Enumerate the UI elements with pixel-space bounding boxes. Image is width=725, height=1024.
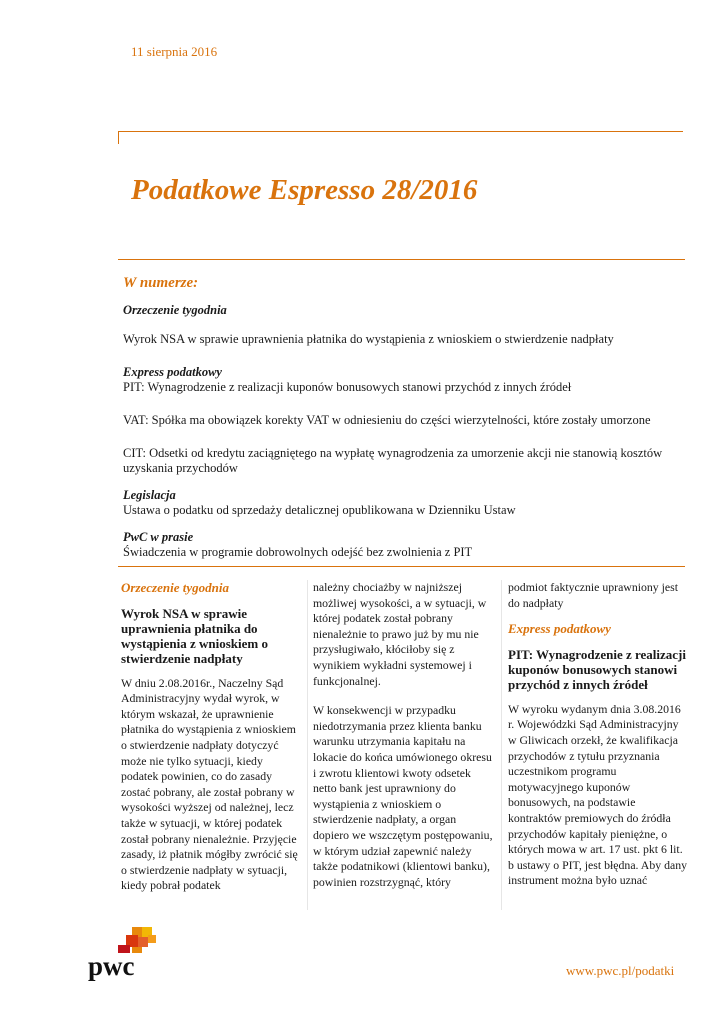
toc-section [123, 365, 685, 476]
page-title: Podatkowe Espresso 28/2016 [131, 174, 478, 206]
issue-date: 11 sierpnia 2016 [131, 44, 218, 59]
table-of-contents [123, 276, 685, 560]
toc-heading: W numerze: [123, 275, 199, 291]
toc-section-title: Express podatkowy [123, 365, 222, 379]
logo-square [138, 937, 148, 947]
toc-section [123, 530, 685, 560]
toc-item[interactable]: Wyrok NSA w sprawie uprawnienia płatnika do wystąpienia z wnioskiem o stwierdzenie nadpłaty [123, 332, 614, 346]
toc-item[interactable]: CIT: Odsetki od kredytu zaciągniętego na wypłatę wynagrodzenia za umorzenie akcji nie stanowią kosztów uzyskania przychodów [123, 446, 663, 475]
title-divider [118, 259, 685, 260]
column-3 [508, 580, 688, 889]
footer-link[interactable]: www.pwc.pl/podatki [566, 963, 675, 978]
toc-item[interactable]: Ustawa o podatku od sprzedaży detalicznej opublikowana w Dzienniku Ustaw [123, 503, 516, 517]
toc-item[interactable]: Świadczenia w programie dobrowolnych odejść bez zwolnienia z PIT [123, 545, 473, 559]
logo-square [148, 935, 156, 943]
article-text: W dniu 2.08.2016r., Naczelny Sąd Administracyjny wydał wyrok, w którym wskazał, że uprawnienie płatnika do wystąpienia z wnioskiem o stwierdzenie nadpłaty dotyczyć może nie tylko sytuacji, kiedy podatek powinien, co do zasady zostać pobrany, ale został pobrany w wysokości wyższej od należnej, lecz także w sytuacji, w której podatek został pobrany nienależnie. Przyjęcie zasady, iż płatnik mógłby zwrócić się o stwierdzenie nadpłaty w sytuacji, kiedy pobrał podatek [121, 675, 298, 893]
top-divider-tick [118, 131, 119, 144]
toc-section-title: Legislacja [123, 488, 176, 502]
article-text: należny chociażby w najniższej możliwej wysokości, a w sytuacji, w której podatek został pobrany nienależnie to prawo już by mu nie przysługiwało, kłóciłoby się z wynikiem wykładni systemowej i funkcjonalnej. [313, 580, 487, 688]
content-divider [118, 566, 685, 567]
section-label: Orzeczenie tygodnia [121, 580, 229, 595]
article-heading: Wyrok NSA w sprawie uprawnienia płatnika do wystąpienia z wnioskiem o stwierdzenie nadpłaty [121, 605, 268, 666]
pwc-logo [88, 925, 164, 981]
top-divider [118, 131, 683, 132]
toc-section [123, 488, 685, 518]
logo-wordmark: pwc [88, 951, 135, 981]
article-text: W konsekwencji w przypadku niedotrzymania przez klienta banku warunku utrzymania kapitału na lokacie do końca umówionego okresu i zwrotu klientowi kwoty odsetek netto bank jest uprawniony do wystąpienia z wnioskiem o stwierdzenie nadpłaty, a organ dopiero we wszczętym postępowaniu, w którym udział zapewnić należy także podatnikowi (klientowi banku), powinien rozstrzygnąć, który [313, 703, 493, 889]
article-heading: PIT: Wynagrodzenie z realizacji kuponów bonusowych stanowi przychód z innych źródeł [508, 646, 686, 692]
column-separator [307, 580, 308, 910]
toc-item[interactable]: VAT: Spółka ma obowiązek korekty VAT w odniesieniu do części wierzytelności, które zostały umorzone [123, 413, 651, 427]
column-1 [121, 580, 301, 894]
toc-section-title: Orzeczenie tygodnia [123, 303, 227, 317]
column-2 [313, 580, 493, 890]
toc-section-title: PwC w prasie [123, 530, 194, 544]
article-text: W wyroku wydanym dnia 3.08.2016 r. Wojewódzki Sąd Administracyjny w Gliwicach orzekł, że kwalifikacja przychodów z tytułu przyznania uczestnikom programu motywacyjnego kuponów bonusowych, na podstawie kontraktów premiowych do źródła przychodów kapitały pieniężne, o których mowa w art. 17 ust. pkt 6 lit. b ustawy o PIT, jest błędna. Aby dany instrument można było uznać [508, 701, 688, 888]
toc-item[interactable]: PIT: Wynagrodzenie z realizacji kuponów bonusowych stanowi przychód z innych źródeł [123, 380, 572, 394]
toc-section [123, 303, 685, 347]
section-label: Express podatkowy [508, 621, 611, 637]
article-text: podmiot faktycznie uprawniony jest do nadpłaty [508, 580, 679, 610]
column-separator [501, 580, 502, 910]
